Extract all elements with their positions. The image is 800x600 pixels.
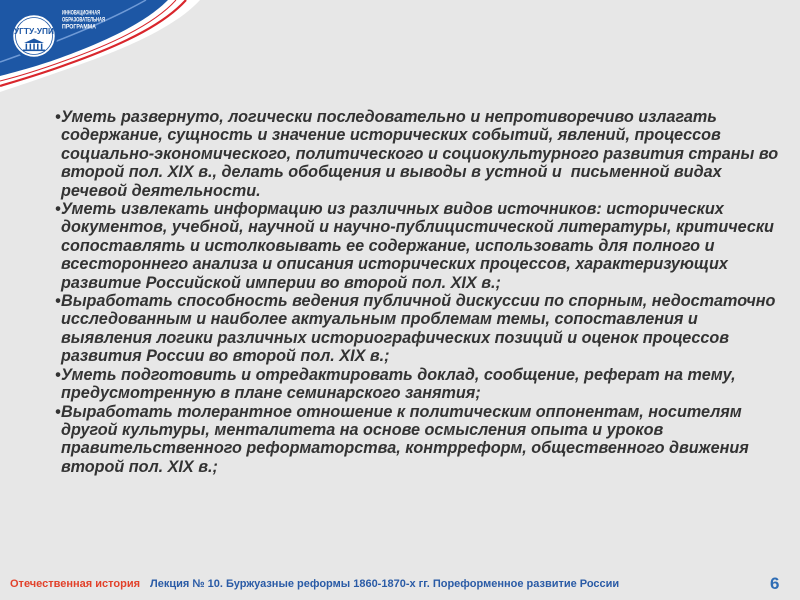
university-logo: [0, 0, 200, 100]
footer-course-title: Отечественная история: [10, 578, 141, 590]
bullet-line: выявления логики различных историографических позиций и оценок процессов: [61, 328, 730, 347]
bullet-line: речевой деятельности.: [61, 181, 261, 200]
bullet-marker: •: [55, 402, 61, 421]
logo-university-name: УГТУ-УПИ: [14, 27, 55, 36]
bullet-line: сопоставлять и истолковывать ее содержание, использовать для полного и: [61, 236, 715, 255]
bullet-line: документов, учебной, научной и научно-публицистической литературы, критически: [61, 218, 774, 237]
bullet-line: Уметь извлекать информацию из различных видов источников: исторических: [61, 200, 724, 219]
logo-program-line: ПРОГРАММА: [62, 24, 97, 31]
bullet-marker: •: [55, 292, 61, 311]
bullet-item: [55, 108, 779, 200]
footer-lecture-title: Лекция № 10. Буржуазные реформы 1860-1870-х гг. Пореформенное развитие России: [150, 578, 620, 590]
bullet-item: [55, 365, 778, 403]
bullet-line: второй пол. XIX в., делать обобщения и выводы в устной и письменной видах: [61, 163, 722, 182]
bullet-line: второй пол. XIX в.;: [61, 457, 218, 476]
bullet-item: [55, 292, 778, 366]
bullet-item: [55, 402, 778, 477]
bullet-line: содержание, сущность и значение исторических событий, явлений, процессов: [61, 126, 721, 145]
logo-program-line: ИННОВАЦИОННАЯ: [62, 10, 100, 17]
bullet-line: Выработать толерантное отношение к политическим оппонентам, носителям: [61, 402, 742, 421]
bullet-line: социально-экономического, политического и социокультурного развития страны во: [61, 144, 779, 163]
bullet-line: Уметь подготовить и отредактировать доклад, сообщение, реферат на тему,: [61, 365, 736, 384]
bullet-line: развития России во второй пол. XIX в.;: [61, 347, 390, 366]
bullet-line: правительственного реформаторства, контрреформ, общественного движения: [61, 439, 749, 458]
bullet-line: всестороннего анализа и описания исторических процессов, характеризующих: [61, 255, 728, 274]
bullet-marker: •: [55, 108, 61, 126]
logo-program-line: ОБРАЗОВАТЕЛЬНАЯ: [62, 17, 105, 24]
bullet-marker: •: [55, 365, 61, 384]
bullet-line: Выработать способность ведения публичной дискуссии по спорным, недостаточно: [61, 292, 776, 311]
bullet-line: развитие Российской империи во второй пол. XIX в.;: [61, 273, 501, 292]
bullet-line: другой культуры, менталитета на основе осмысления опыта и уроков: [61, 420, 664, 439]
bullet-line: предусмотренную в плане семинарского занятия;: [61, 384, 481, 403]
bullet-item: [55, 200, 778, 292]
bullet-line: Уметь развернуто, логически последовательно и непротиворечиво излагать: [61, 108, 717, 126]
page-number: 6: [770, 574, 780, 593]
logo-emblem: [12, 14, 56, 58]
bullet-marker: •: [55, 200, 61, 219]
bullet-line: исследованным и наиболее актуальным проблемам темы, сопоставления и: [61, 310, 698, 329]
bullet-list: [55, 108, 779, 476]
